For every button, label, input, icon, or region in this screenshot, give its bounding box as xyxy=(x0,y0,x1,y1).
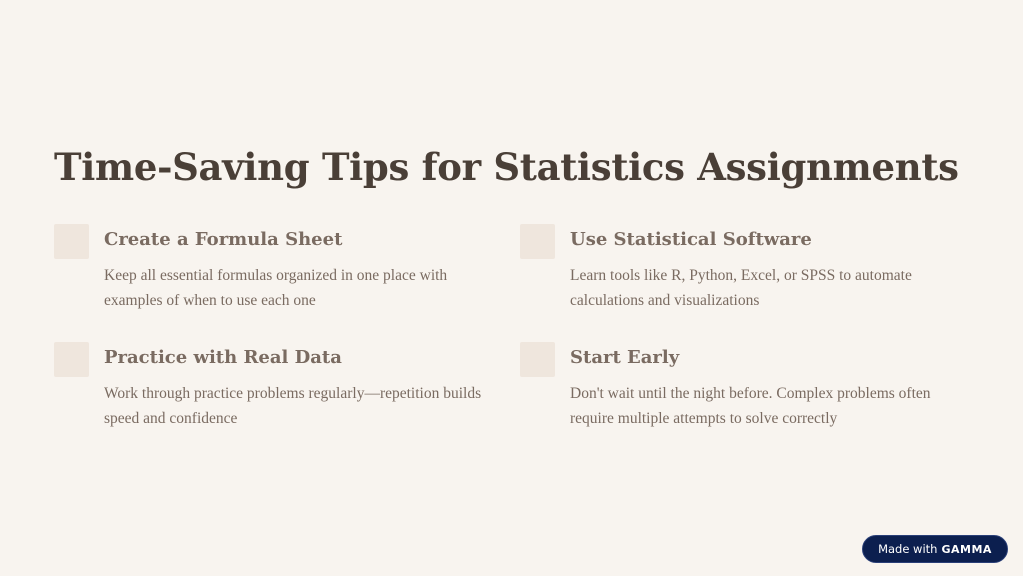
tip-marker xyxy=(54,224,89,259)
tip-description: Don't wait until the night before. Complex problems often require multiple attempts to solve correctly xyxy=(570,385,931,427)
tip-description: Learn tools like R, Python, Excel, or SPSS to automate calculations and visualizations xyxy=(570,267,912,309)
slide-title: Time-Saving Tips for Statistics Assignments xyxy=(54,145,959,189)
tip-marker xyxy=(520,342,555,377)
gamma-logo: GAMMA xyxy=(941,542,992,556)
tip-title: Use Statistical Software xyxy=(570,229,812,250)
tip-marker xyxy=(54,342,89,377)
made-with-gamma-badge[interactable] xyxy=(862,535,1008,563)
tip-description: Work through practice problems regularly—repetition builds speed and confidence xyxy=(104,385,482,427)
tip-title: Practice with Real Data xyxy=(104,347,342,368)
tip-description: Keep all essential formulas organized in one place with examples of when to use each one xyxy=(104,267,448,309)
tip-title: Create a Formula Sheet xyxy=(104,229,343,250)
tip-title: Start Early xyxy=(570,347,680,368)
tip-marker xyxy=(520,224,555,259)
badge-made-with-label: Made with xyxy=(878,542,938,556)
